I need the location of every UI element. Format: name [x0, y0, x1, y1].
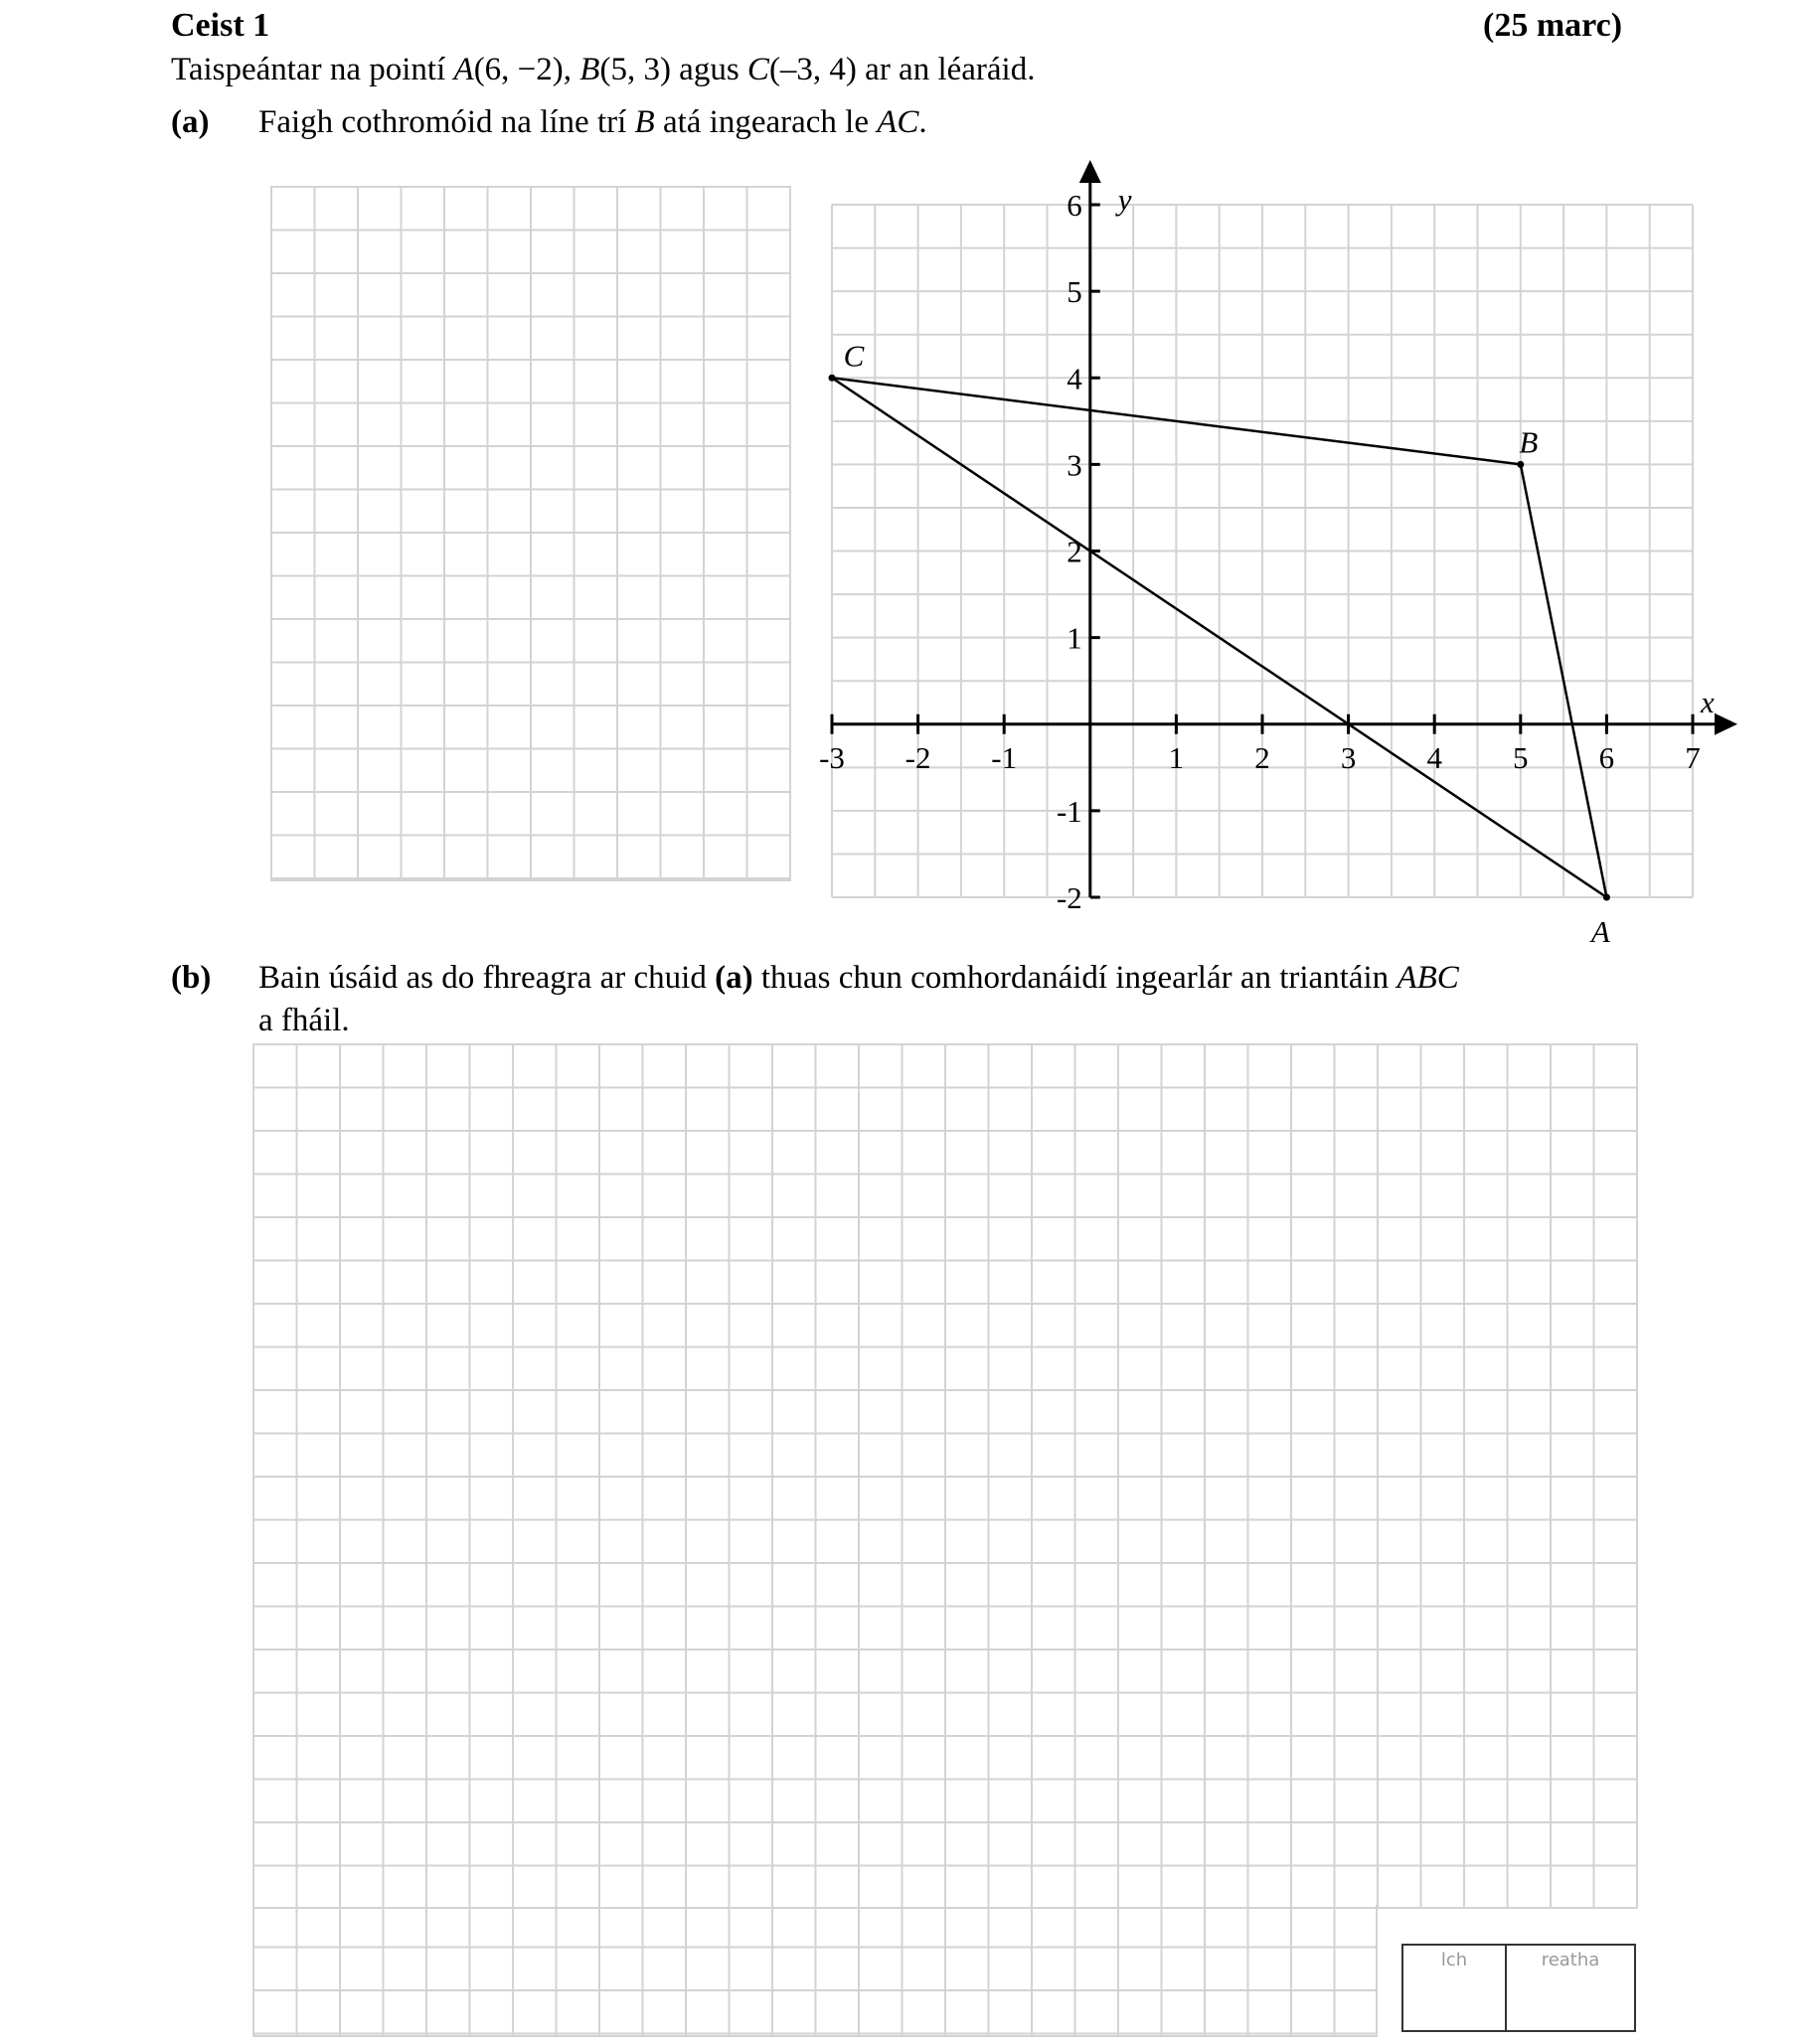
running-total-box[interactable]: reatha: [1505, 1944, 1636, 2032]
svg-text:C: C: [843, 338, 865, 374]
svg-text:3: 3: [1067, 447, 1082, 483]
part-b-text-line2: a fháil.: [258, 1003, 350, 1038]
svg-text:2: 2: [1067, 534, 1082, 569]
graph-axes: [832, 160, 1737, 897]
svg-text:-2: -2: [904, 739, 931, 775]
svg-text:-3: -3: [819, 739, 845, 775]
svg-text:1: 1: [1168, 739, 1185, 775]
svg-text:4: 4: [1067, 361, 1082, 396]
svg-text:7: 7: [1685, 739, 1701, 775]
graph-labels: [819, 182, 1715, 949]
question-intro: Taispeántar na pointí A(6, −2), B(5, 3) agus C(–3, 4) ar an léaráid.: [171, 52, 1036, 87]
answer-grid-part-b-lower[interactable]: [252, 1905, 1378, 2037]
part-a-label: (a): [171, 104, 210, 140]
part-a-text: Faigh cothromóid na líne trí B atá ingearach le AC.: [258, 104, 927, 140]
svg-text:-1: -1: [1056, 793, 1082, 829]
svg-text:5: 5: [1513, 739, 1529, 775]
svg-text:4: 4: [1426, 739, 1442, 775]
graph-grid: [832, 205, 1693, 897]
svg-text:5: 5: [1067, 274, 1082, 310]
answer-grid-part-b-upper[interactable]: [252, 1043, 1638, 1909]
svg-text:B: B: [1519, 424, 1539, 460]
svg-text:1: 1: [1067, 620, 1082, 656]
svg-text:6: 6: [1598, 739, 1615, 775]
svg-text:A: A: [1590, 914, 1610, 949]
svg-text:y: y: [1117, 182, 1132, 217]
page-number-box[interactable]: lch: [1401, 1944, 1507, 2032]
svg-text:-1: -1: [991, 739, 1018, 775]
part-b-label: (b): [171, 960, 212, 996]
marks-label: (25 marc): [1483, 7, 1623, 44]
svg-text:3: 3: [1340, 739, 1357, 775]
svg-text:2: 2: [1254, 739, 1270, 775]
part-b-text: Bain úsáid as do fhreagra ar chuid (a) thuas chun comhordanáidí ingearlár an triantáin ABC: [258, 960, 1459, 996]
svg-text:x: x: [1701, 684, 1715, 719]
svg-text:6: 6: [1067, 188, 1082, 223]
question-title: Ceist 1: [171, 7, 270, 44]
svg-text:-2: -2: [1056, 880, 1082, 915]
coordinate-graph: [0, 0, 1807, 954]
